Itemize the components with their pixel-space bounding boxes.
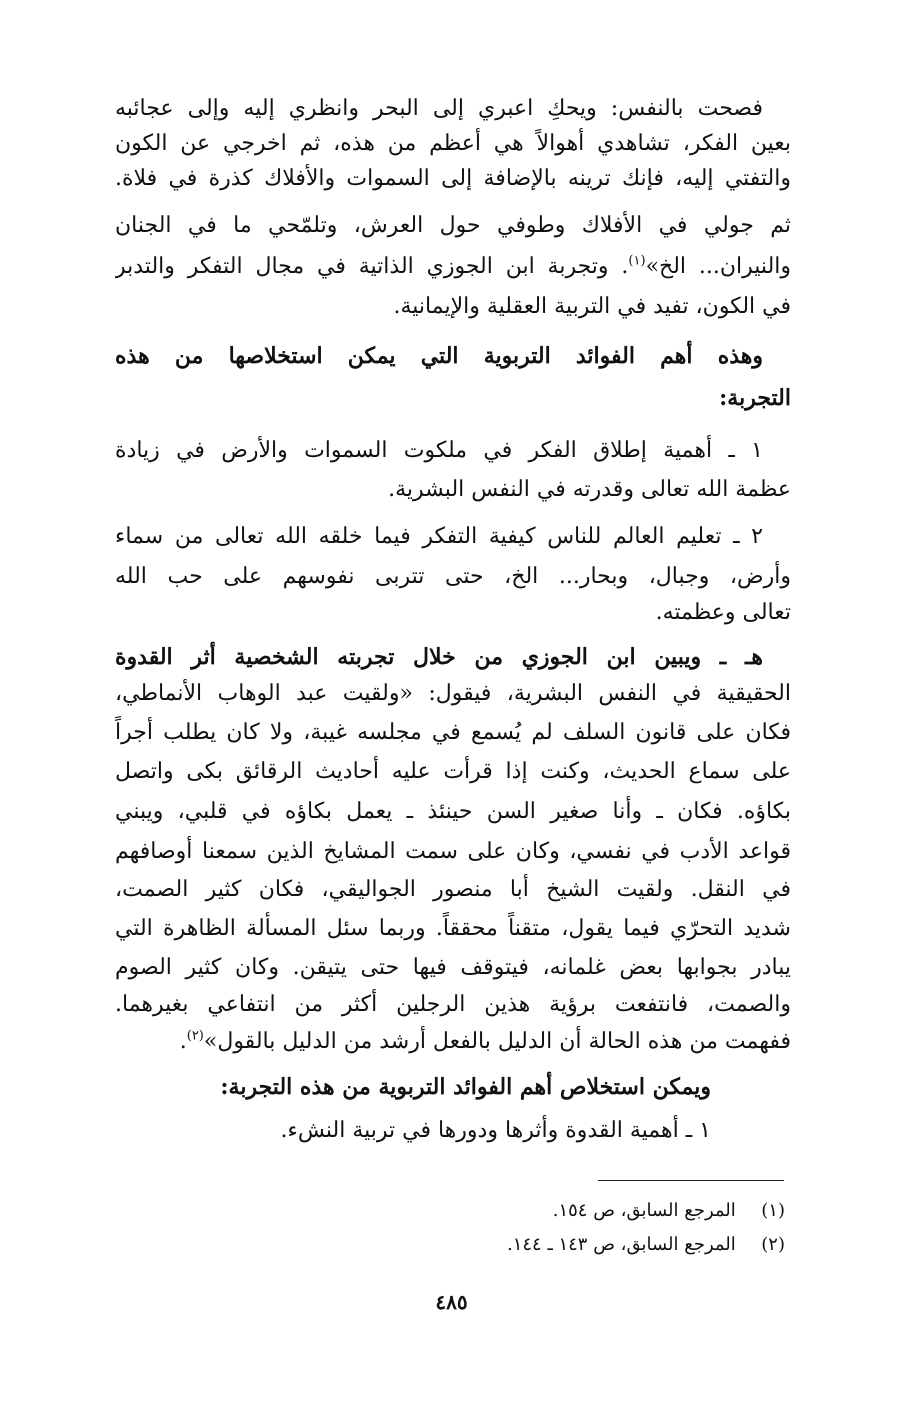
text-line: عظمة الله تعالى وقدرته في النفس البشرية. [388,477,791,502]
text-line [115,520,791,558]
text-line [115,250,791,288]
footnote-marker: (١) [628,253,646,269]
line-text: . وتجربة ابن الجوزي الذاتية في مجال التفكر والتدبر [115,254,629,279]
footnote-divider [598,1180,784,1181]
text-line: والتفتي إليه، فإنك ترينه بالإضافة إلى السموات والأفلاك كذرة في فلاة. [115,166,791,191]
text-line: في الكون، تفيد في التربية العقلية والإيمانية. [393,294,791,319]
line-text: والنيران... الخ» [645,254,791,279]
text-line: يبادر بجوابها بعض غلمانه، فيتوقف فيها حتى يتيقن. وكان كثير الصوم [115,955,791,980]
footnote-number: (٢) [761,1234,785,1255]
page-number: ٤٨٥ [435,1290,468,1314]
text-line: فكان على قانون السلف لم يُسمع في مجلسه غيبة، ولا كان يطلب أجراً [115,720,791,745]
text-line [115,1025,791,1063]
text-line: شديد التحرّي فيما يقول، متقناً محققاً. وربما سئل المسألة الظاهرة التي [115,916,791,941]
line-text: ٢ ـ تعليم العالم للناس كيفية التفكر فيما خلقه الله تعالى من سماء [115,524,763,549]
text-line: والصمت، فانتفعت برؤية هذين الرجلين أكثر من انتفاعي بغيرهما. [115,992,791,1017]
text-line [115,640,791,678]
text-line [115,92,791,130]
line-text: فصحت بالنفس: ويحكِ اعبري إلى البحر وانظري إليه وإلى عجائبه [115,96,763,121]
text-line: وأرض، وجبال، وبحار... الخ، حتى تتربى نفوسهم على حب الله [115,564,791,589]
footnote [553,1198,785,1224]
footnote [507,1232,785,1258]
text-line: تعالى وعظمته. [655,600,791,625]
footnote-number: (١) [761,1200,785,1221]
text-line: التجربة: [719,385,791,411]
text-line [115,339,791,377]
line-text: هـ ـ ويبين ابن الجوزي من خلال تجربته الشخصية أثر القدوة [115,644,763,670]
line-text: ففهمت من هذه الحالة أن الدليل بالفعل أرشد من الدليل بالقول» [203,1029,791,1054]
text-line [115,1070,791,1108]
text-line [115,434,791,472]
line-text: . [179,1029,187,1054]
text-line: الحقيقية في النفس البشرية، فيقول: «ولقيت عبد الوهاب الأنماطي، [115,681,791,706]
line-text: ويمكن استخلاص أهم الفوائد التربوية من هذه التجربة: [220,1074,711,1100]
footnote-text: المرجع السابق، ص ١٤٣ ـ ١٤٤. [506,1234,736,1255]
footnote-marker: (٢) [186,1028,204,1044]
text-line: قواعد الأدب في نفسي، وكان على سمت المشايخ الذين سمعنا أوصافهم [115,839,791,864]
text-line [115,1114,791,1152]
line-text: ١ ـ أهمية إطلاق الفكر في ملكوت السموات والأرض في زيادة [115,438,763,463]
text-line: ثم جولي في الأفلاك وطوفي حول العرش، وتلمّحي ما في الجنان [115,213,791,238]
line-text: ١ ـ أهمية القدوة وأثرها ودورها في تربية النشء. [280,1118,711,1143]
line-text: وهذه أهم الفوائد التربوية التي يمكن استخلاصها من هذه [115,343,763,369]
text-line: بكاؤه. فكان ـ وأنا صغير السن حينئذ ـ يعمل بكاؤه في قلبي، ويبني [115,799,791,824]
text-line: على سماع الحديث، وكنت إذا قرأت عليه أحاديث الرقائق بكى واتصل [115,759,791,784]
text-line: بعين الفكر، تشاهدي أهوالاً هي أعظم من هذه، ثم اخرجي عن الكون [115,131,791,156]
text-line: في النقل. ولقيت الشيخ أبا منصور الجواليقي، فكان كثير الصمت، [115,877,791,902]
footnote-text: المرجع السابق، ص ١٥٤. [552,1200,736,1221]
